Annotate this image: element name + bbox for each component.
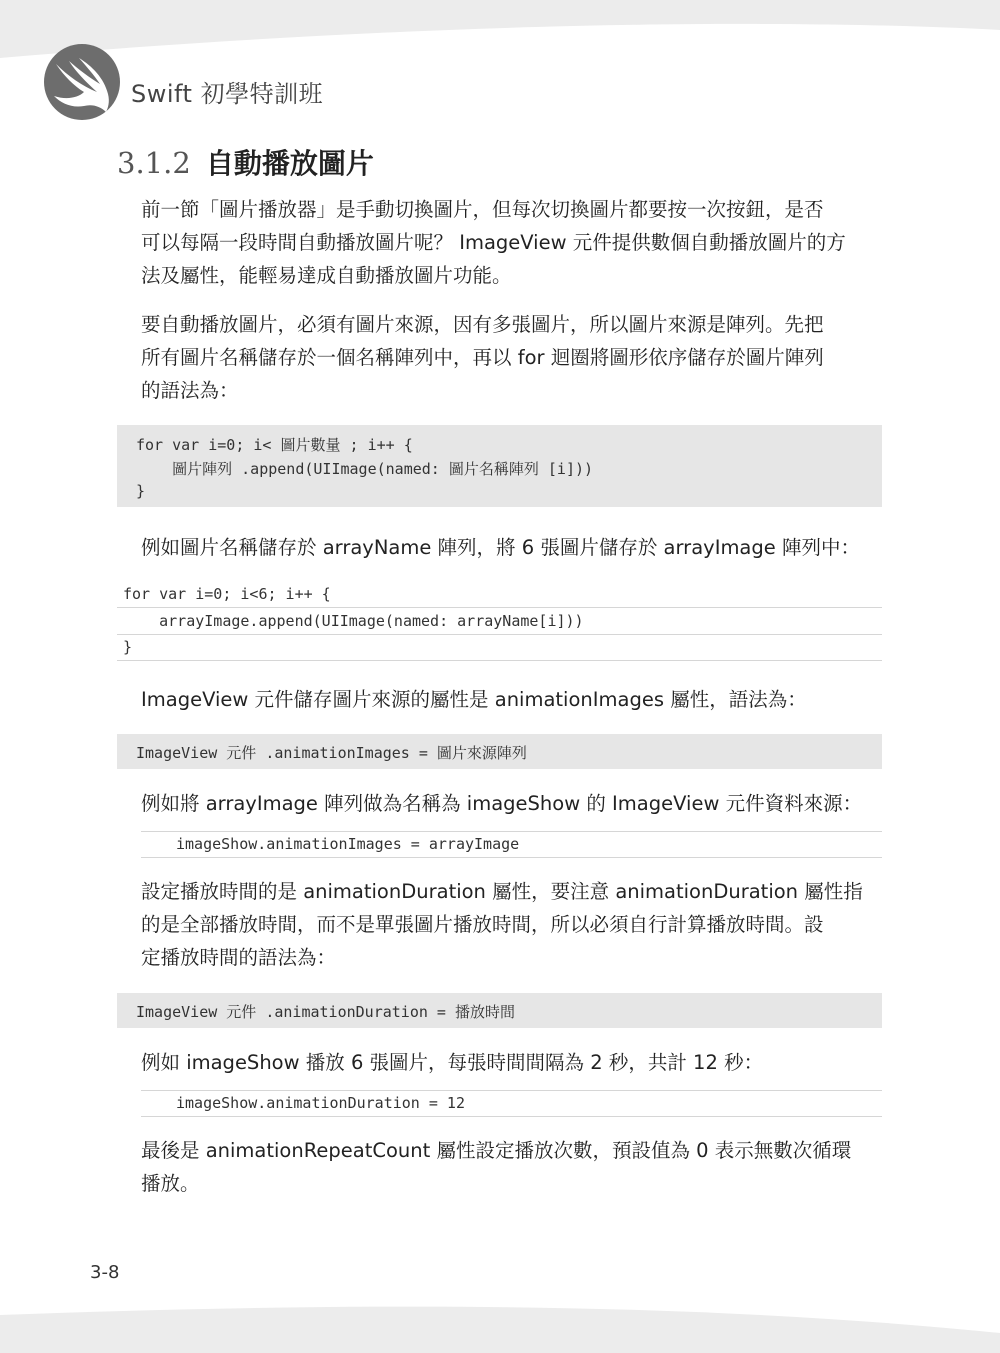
footer-band [0,1293,1000,1353]
paragraph-example-images: 例如將 arrayImage 陣列做為名稱為 imageShow 的 ImageView 元件資料來源： [141,792,863,815]
syntax-code-duration [117,993,882,1028]
code-row [141,831,882,858]
page-number: 3-8 [90,1262,120,1283]
code-line: } [123,638,133,656]
paragraph-source [141,308,886,407]
code-row [117,634,882,661]
paragraph-line: 定播放時間的語法為： [141,946,337,969]
paragraph-example-array: 例如圖片名稱儲存於 arrayName 陣列，將 6 張圖片儲存於 arrayImage 陣列中： [141,536,860,559]
swift-logo-icon [42,42,122,122]
code-line: arrayImage.append(UIImage(named: arrayName[i])) [123,612,584,630]
code-line: } [136,482,146,500]
code-row [117,608,882,635]
example-code-loop [117,581,882,661]
code-line: imageShow.animationImages = arrayImage [176,835,520,853]
paragraph-line: 播放。 [141,1172,200,1195]
code-line: imageShow.animationDuration = 12 [176,1094,465,1112]
code-line: for var i=0; i< 圖片數量 ; i++ { [136,436,413,454]
paragraph-line: 所有圖片名稱儲存於一個名稱陣列中，再以 for 迴圈將圖形依序儲存於圖片陣列 [141,346,824,369]
book-title: Swift 初學特訓班 [131,80,324,108]
header-band [0,0,1000,60]
paragraph-images-property: ImageView 元件儲存圖片來源的屬性是 animationImages 屬性，語法為： [141,688,807,711]
code-line: for var i=0; i<6; i++ { [123,585,331,603]
code-line: ImageView 元件 .animationImages = 圖片來源陣列 [136,744,527,762]
section-number: 3.1.2 [117,146,191,180]
code-row [117,581,882,608]
paragraph-repeat [141,1134,886,1200]
code-line: 圖片陣列 .append(UIImage(named: 圖片名稱陣列 [i])) [136,460,594,478]
paragraph-line: 可以每隔一段時間自動播放圖片呢？ ImageView 元件提供數個自動播放圖片的方 [141,231,846,254]
paragraph-line: 前一節「圖片播放器」是手動切換圖片，但每次切換圖片都要按一次按鈕，是否 [141,198,824,221]
code-line: ImageView 元件 .animationDuration = 播放時間 [136,1003,515,1021]
paragraph-line: 的是全部播放時間，而不是單張圖片播放時間，所以必須自行計算播放時間。設 [141,913,824,936]
syntax-code-images [117,734,882,769]
paragraph-line: 要自動播放圖片，必須有圖片來源，因有多張圖片，所以圖片來源是陣列。先把 [141,313,824,336]
code-row [141,1090,882,1117]
section-heading [117,142,374,182]
example-code-duration [141,1090,882,1118]
paragraph-line: 法及屬性，能輕易達成自動播放圖片功能。 [141,264,512,287]
section-title: 自動播放圖片 [205,147,374,180]
paragraph-example-duration: 例如 imageShow 播放 6 張圖片，每張時間間隔為 2 秒，共計 12 秒： [141,1051,764,1074]
example-code-images [141,831,882,859]
paragraph-intro [141,193,886,292]
paragraph-line: 最後是 animationRepeatCount 屬性設定播放次數，預設值為 0 表示無數次循環 [141,1139,852,1162]
paragraph-line: 設定播放時間的是 animationDuration 屬性，要注意 animationDuration 屬性指 [141,880,863,903]
syntax-code-loop [117,425,882,507]
paragraph-duration [141,875,886,974]
paragraph-line: 的語法為： [141,379,239,402]
